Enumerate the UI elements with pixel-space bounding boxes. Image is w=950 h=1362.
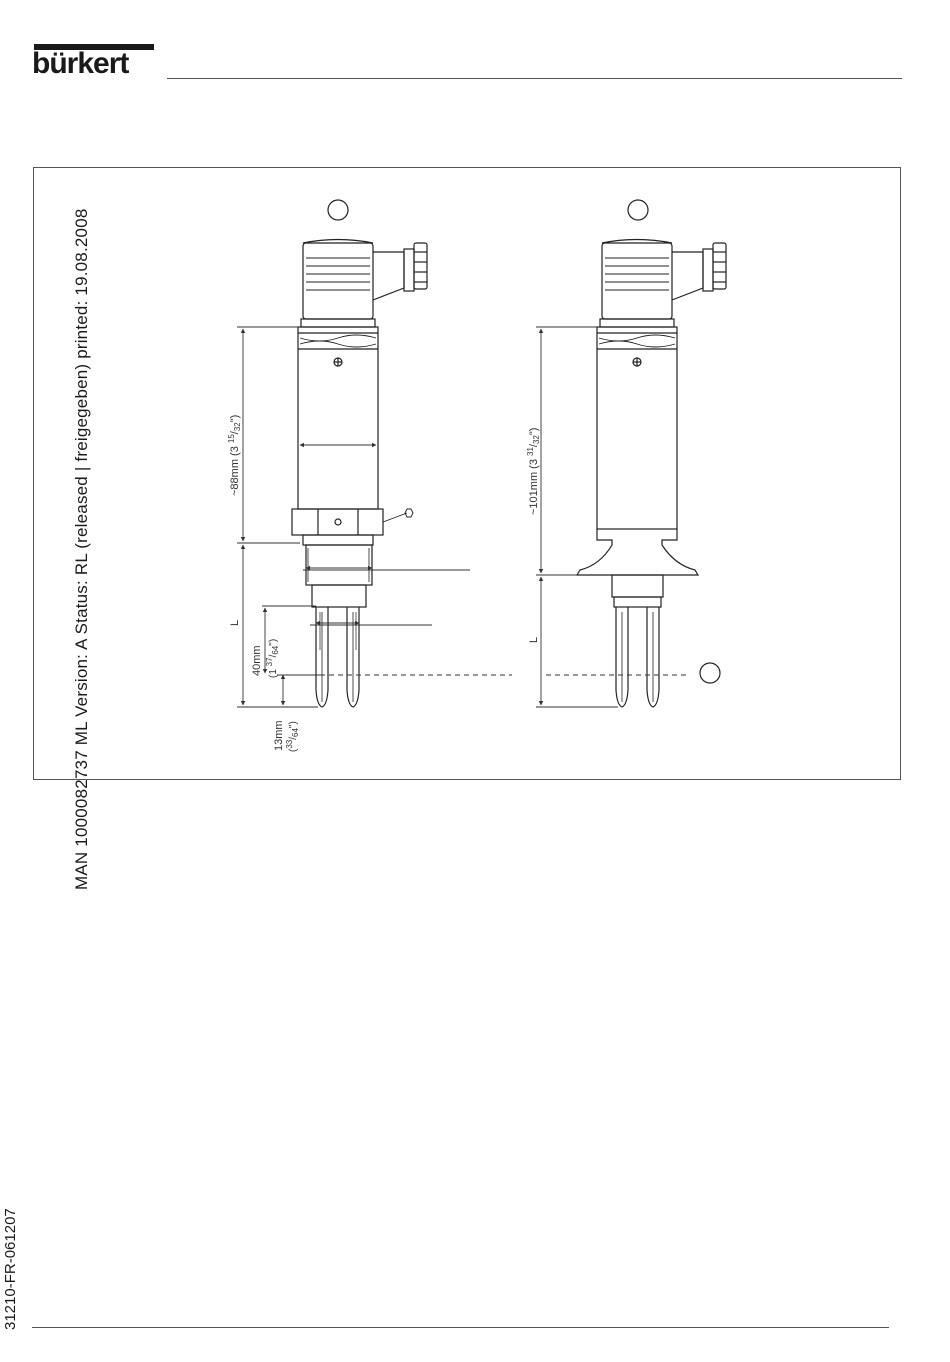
- right-device: [577, 200, 726, 707]
- right-dimension-labels: [526, 428, 541, 643]
- left-length-L-label: L: [229, 619, 241, 626]
- callout-circle-right-fork: [700, 663, 720, 683]
- document-reference: 31210-FR-061207: [2, 1208, 19, 1330]
- right-length-L-label: L: [528, 636, 540, 643]
- left-tip-length-inch-label: $(^{33}/_{64}")$: [285, 721, 300, 752]
- right-total-length-label: ~101mm (3 $^{31}$/32"): [526, 427, 541, 515]
- left-dimension-labels: [227, 415, 300, 752]
- left-device: [292, 200, 427, 707]
- left-tip-length-label: 13mm: [273, 720, 285, 751]
- logo-text: bürkert: [32, 47, 129, 80]
- footer-rule: [32, 1327, 889, 1328]
- right-dimensions: [536, 327, 690, 707]
- left-total-length-label: ~88mm (3 $^{15}$/32"): [227, 414, 242, 496]
- callout-circle-left-top: [328, 200, 348, 220]
- callout-circle-right-top: [628, 200, 648, 220]
- left-fork-length-inch-label: (1 $^{37}/_{64}$"): [265, 638, 280, 678]
- left-fork-length-label: 40mm: [251, 645, 263, 676]
- document-meta: MAN 1000082737 ML Version: A Status: RL (released | freigegeben) printed: 19.08.2008: [72, 208, 91, 890]
